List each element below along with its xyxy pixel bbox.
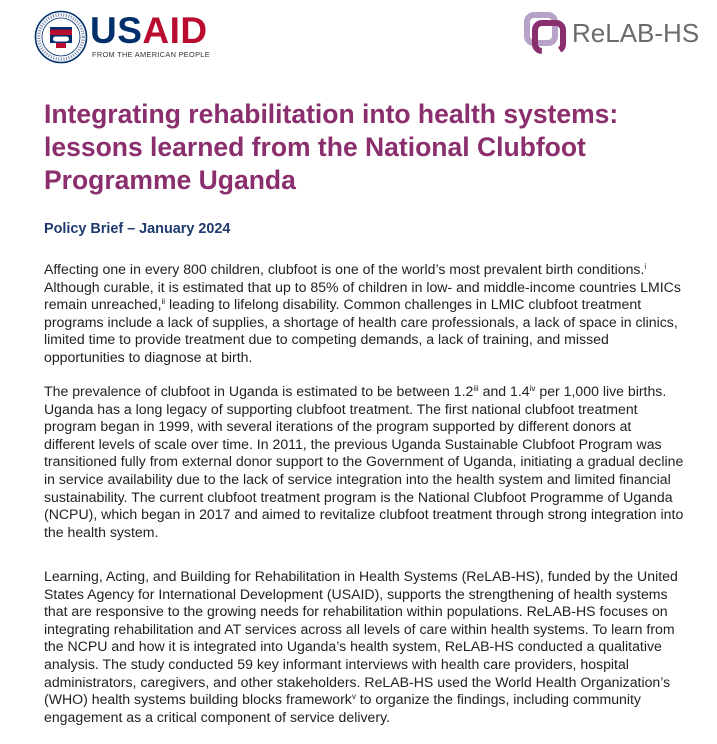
usaid-seal-icon: [34, 10, 88, 64]
policy-brief-subtitle: Policy Brief – January 2024: [44, 221, 231, 237]
paragraph-text: leading to lifelong disability. Common challenges in LMIC clubfoot treatment programs include a lack of supplies, a shortage of health care professionals, a lack of space in clinics, limited time to provide treatment due to competing demands, a lack of training, and missed opportunities to diagnose at birth.: [44, 296, 678, 365]
relab-hs-mark-icon: [524, 12, 566, 54]
endnote-ref-ii[interactable]: ii: [161, 297, 166, 307]
paragraph-text: The prevalence of clubfoot in Uganda is estimated to be between 1.2: [44, 383, 474, 399]
page-title: Integrating rehabilitation into health systems: lessons learned from the National Clubfoot Programme Uganda: [44, 99, 619, 195]
usaid-tagline: FROM THE AMERICAN PEOPLE: [92, 50, 210, 59]
endnote-ref-v[interactable]: v: [351, 692, 356, 702]
paragraph-text: and 1.4: [478, 383, 530, 399]
paragraph-text: to organize the findings, including community engagement as a critical component of service delivery.: [44, 691, 641, 725]
paragraph-text: per 1,000 live births. Uganda has a long legacy of supporting clubfoot treatment. The first national clubfoot treatment program began in 1999, with several iterations of the program supported by different donors at different levels of scale over time. In 2011, the previous Uganda Sustainable Clubfoot Program was transitioned fully from external donor support to the Government of Uganda, initiating a gradual decline in service availability due to the lack of service integration into the health system and limited financial sustainability. The current clubfoot treatment program is the National Clubfoot Programme of Uganda (NCPU), which began in 2017 and aimed to revitalize clubfoot treatment through strong integration into the health system.: [44, 383, 684, 540]
relab-hs-logo: [524, 12, 700, 54]
usaid-wordmark: [90, 11, 208, 51]
body-paragraph-3: [44, 568, 684, 726]
usaid-wordmark-aid: AID: [142, 10, 208, 51]
usaid-logo: [34, 10, 224, 64]
paragraph-text: Learning, Acting, and Building for Rehabilitation in Health Systems (ReLAB-HS), funded by the United States Agency for International Development (USAID), supports the strengthening of health systems that are responsive to the growing needs for rehabilitation within populations. ReLAB-HS focuses on integrating rehabilitation and AT services across all levels of care within health systems. To learn from the NCPU and how it is integrated into Uganda’s health system, ReLAB-HS conducted a qualitative analysis. The study conducted 59 key informant interviews with health care providers, hospital administrators, caregivers, and other stakeholders. ReLAB-HS used the World Health Organization’s (WHO) health systems building blocks framework: [44, 568, 678, 708]
page-header: [0, 0, 717, 80]
relab-hs-wordmark: ReLAB-HS: [572, 18, 700, 48]
endnote-ref-iv[interactable]: iv: [529, 384, 536, 393]
paragraph-text: Affecting one in every 800 children, clubfoot is one of the world’s most prevalent birth conditions.: [44, 261, 645, 277]
endnote-ref-iii[interactable]: iii: [473, 384, 479, 393]
body-paragraph-1: [44, 261, 684, 367]
usaid-wordmark-us: US: [90, 10, 143, 51]
paragraph-text: Although curable, it is estimated that up to 85% of children in low- and middle-income countries LMICs remain unreached,: [44, 278, 681, 313]
endnote-ref-i[interactable]: i: [644, 262, 647, 271]
body-paragraph-2: [44, 383, 684, 541]
